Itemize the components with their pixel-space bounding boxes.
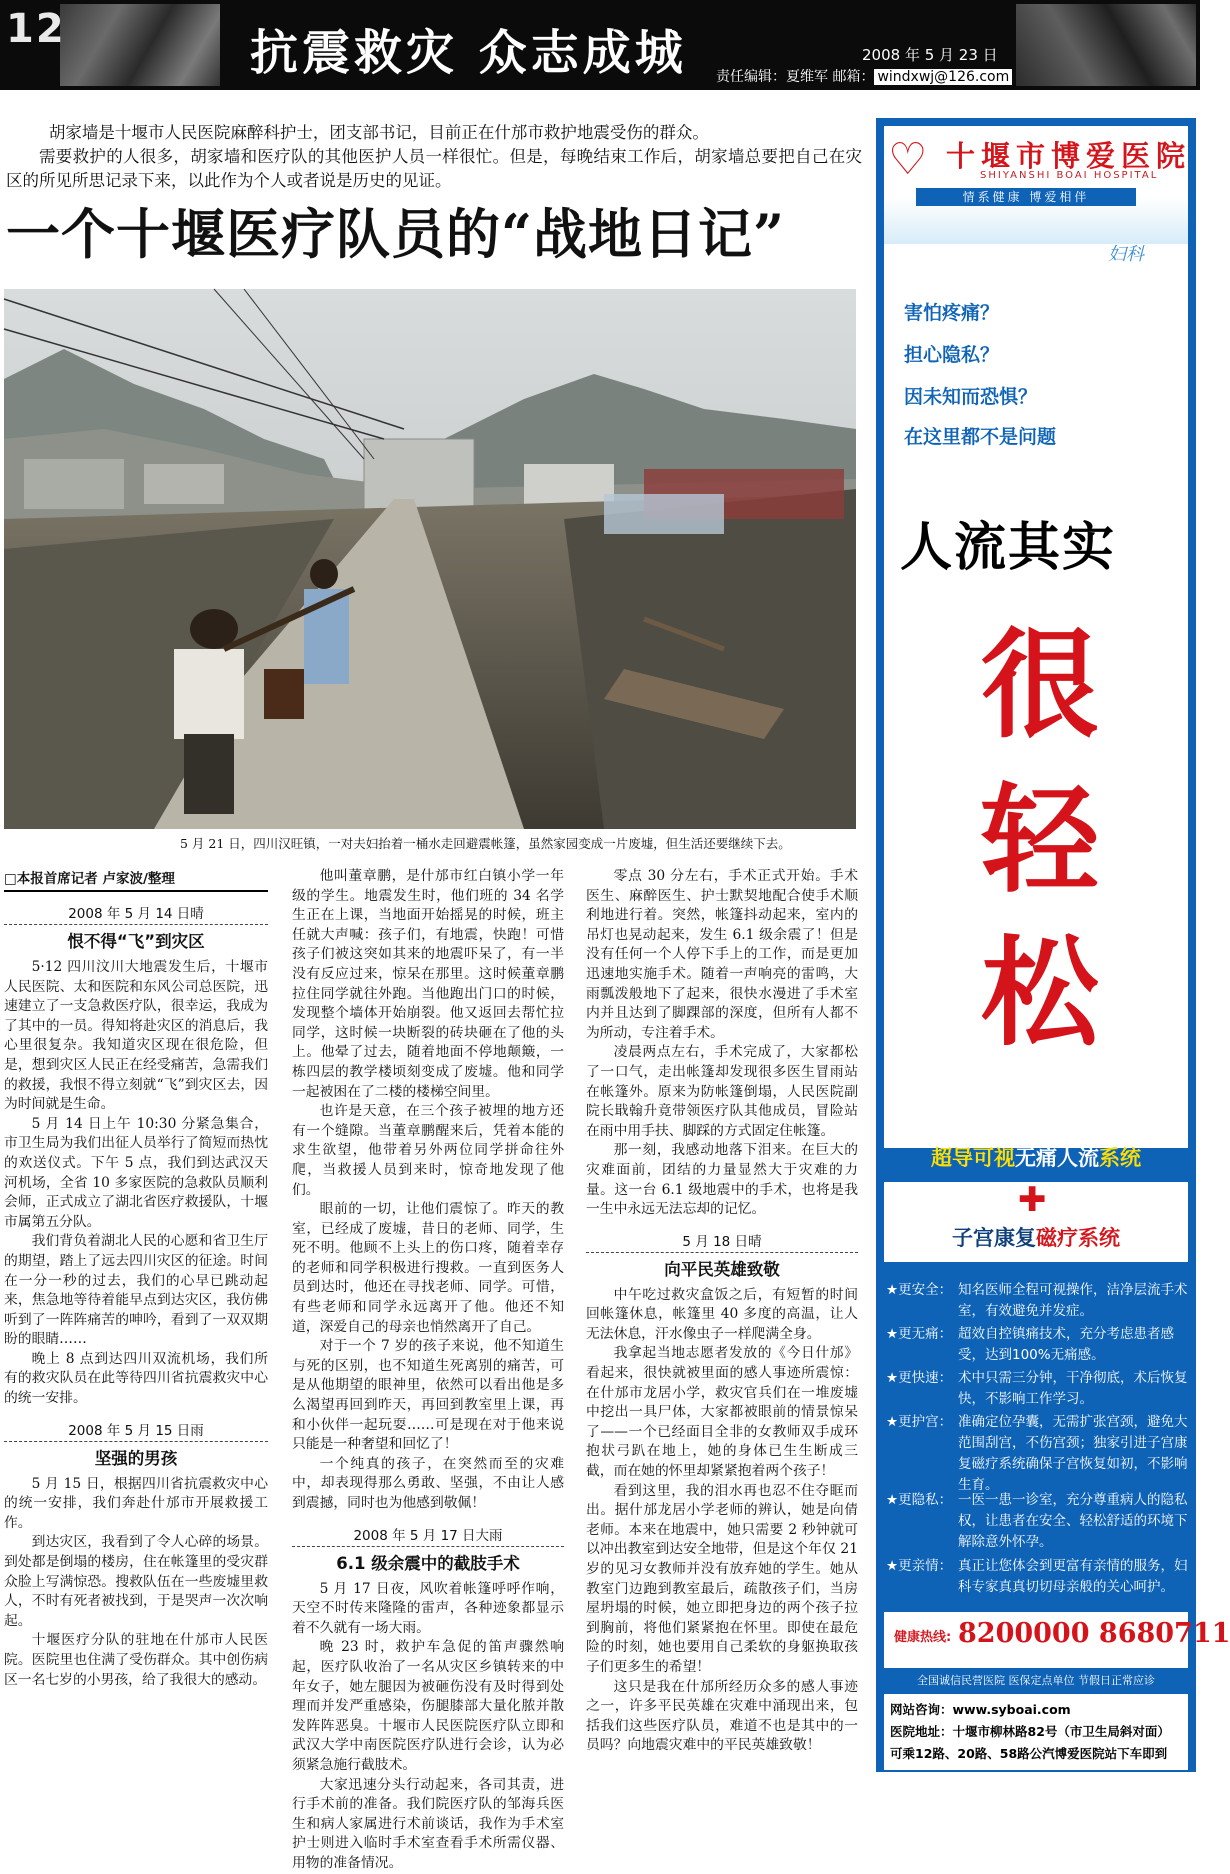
sys1-part-a: 超导可视 <box>931 1146 1015 1170</box>
feature-key: ★更护宫： <box>886 1414 953 1430</box>
ad-bus-info: 可乘12路、20路、58路公汽博爱医院站下车即到 <box>890 1746 1168 1761</box>
ad-system-2 <box>884 1222 1188 1252</box>
ad-big-char-2: 轻 <box>980 770 1099 909</box>
paragraph: 对于一个 7 岁的孩子来说，他不知道生与死的区别，也不知道生死离别的痛苦，可是从他期望的眼神里，依然可以看出他是多么渴望再回到昨天，再回到教室里上课，再和小伙伴一起玩耍……可是现在对于他来说只能是一种奢望和回忆了！ <box>292 1338 564 1453</box>
feature-text: 一医一患一诊室，充分尊重病人的隐私权，让患者在安全、轻松舒适的环境下解除意外怀孕。 <box>958 1492 1188 1550</box>
paragraph: 他叫董章鹏，是什邡市红白镇小学一年级的学生。地震发生时，他们班的 34 名学生正在上课，当地面开始摇晃的时候，班主任就大声喊：孩子们，有地震，快跑！可惜孩子们被这突如其来的地震吓呆了，有一半没有反应过来，惊呆在那里。这时候董章鹏拉住同学就往外跑。当他跑出门口的时候，发现整个墙体开始崩裂。他又返回去帮忙拉同学，这时候一块断裂的砖块砸在了他的头上。他晕了过去，随着地面不停地颠簸，一栋四层的教学楼顷刻变成了废墟。他和同学一起被困在了二楼的楼梯空间里。 <box>292 868 564 1100</box>
paragraph: 那一刻，我感动地落下泪来。在巨大的灾难面前，团结的力量显然大于灾难的力量。这一台 6.1 级地震中的手术，也将是我一生中永远无法忘却的记忆。 <box>586 1142 858 1218</box>
paragraph: 十堰医疗分队的驻地在什邡市人民医院。医院里也住满了受伤群众。其中创伤病区一名七岁的小男孩，给了我很大的感动。 <box>4 1632 268 1688</box>
diary-title-4: 向平民英雄致敬 <box>664 1259 780 1279</box>
diary-date-1: 2008 年 5 月 14 日晴 <box>4 902 268 925</box>
paragraph: 晚 23 时，救护车急促的笛声骤然响起，医疗队收治了一名从灾区乡镇转来的中年女子，她左腿因为被砸伤没有及时得到处理而并发严重感染，伤腿膝部大量化脓并散发阵阵恶臭。十堰市人民医院医疗队立即和武汉大学中南医院医疗队进行会诊，认为必须紧急施行截肢术。 <box>292 1639 564 1773</box>
paragraph: 5·12 四川汶川大地震发生后，十堰市人民医院、太和医院和东风公司总医院，迅速建立了一支急救医疗队，很幸运，我成为了其中的一员。得知将赴灾区的消息后，我心里很复杂。我知道灾区现在很危险，但是，想到灾区人民正在经受痛苦，急需我们的救援，我恨不得立刻就“飞”到灾区去，因为时间就是生命。 <box>4 959 268 1113</box>
ad-feature <box>886 1490 1188 1553</box>
paragraph: 5 月 17 日夜，风吹着帐篷呼呼作响，天空不时传来隆隆的雷声，各种迹象都显示着不久就有一场大雨。 <box>292 1580 564 1636</box>
feature-key: ★更安全： <box>886 1282 953 1298</box>
intro-paragraph-1: 胡家墙是十堰市人民医院麻醉科护士，团支部书记，目前正在什邡市救护地震受伤的群众。 <box>48 123 709 142</box>
paragraph: 眼前的一切，让他们震惊了。昨天的教室，已经成了废墟，昔日的老师、同学，生死不明。他顾不上头上的伤口疼，随着幸存的老师和同学积极进行搜救。一直到医务人员到达时，他还在寻找老师、同学。可惜，有些老师和同学永远离开了他。他还不知道，深爱自己的母亲也悄然离开了自己。 <box>292 1201 564 1335</box>
ad-feature <box>886 1556 1188 1598</box>
ad-feature <box>886 1280 1188 1322</box>
hotline-label: 健康热线: <box>894 1630 952 1645</box>
intro-block <box>6 121 862 193</box>
paragraph: 我拿起当地志愿者发放的《今日什邡》看起来，很快就被里面的感人事迹所震惊：在什邡市龙居小学，救灾官兵们在一堆废墟中挖出一具尸体，大家都被眼前的情景惊呆了——一个已经面目全非的女教师双手成环抱状弓趴在地上，她的身体已生生断成三截，而在她的怀里却紧紧抱着两个孩子！ <box>586 1345 858 1480</box>
paragraph: 也许是天意，在三个孩子被埋的地方还有一个缝隙。当董章鹏醒来后，凭着本能的求生欲望，他带着另外两位同学拼命往外爬，当救援人员到来时，惊奇地发现了他们。 <box>292 1103 564 1198</box>
hospital-english-name: SHIYANSHI BOAI HOSPITAL <box>980 170 1159 181</box>
feature-text: 超效自控镇痛技术，充分考虑患者感受，达到100%无痛感。 <box>958 1326 1174 1363</box>
feature-key: ★更亲情： <box>886 1558 953 1574</box>
issue-date: 2008 年 5 月 23 日 <box>862 46 998 64</box>
paragraph: 看到这里，我的泪水再也忍不住夺眶而出。据什邡龙居小学老师的辨认，她是向倩老师。本来在地震中，她只需要 2 秒钟就可以冲出教室到达安全地带，但是这个年仅 21 岁的见习女教师并没有放弃她的学生。她从教室门边跑到教室最后，疏散孩子们，当房屋坍塌的时候，她立即把身边的两个孩子拉到胸前，将他们紧紧抱在怀里。即使在最危险的时刻，她也要用自己柔软的身躯换取孩子们更多生的希望！ <box>586 1482 858 1675</box>
diary-title-3: 6.1 级余震中的截肢手术 <box>336 1553 520 1573</box>
editor-email-link[interactable]: windxwj@126.com <box>874 69 1012 85</box>
editor-line <box>716 66 1012 86</box>
hotline-numbers: 8200000 8680711 <box>958 1618 1230 1649</box>
feature-text: 知名医师全程可视操作，洁净层流手术室，有效避免并发症。 <box>958 1282 1188 1319</box>
masthead-photo-collage-right <box>1016 4 1196 86</box>
paragraph: 零点 30 分左右，手术正式开始。手术医生、麻醉医生、护士默契地配合使手术顺利地进行着。突然，帐篷抖动起来，室内的吊灯也晃动起来，发生 6.1 级余震了！但是没有任何一个人停下手上的工作，而是更加迅速地实施手术。随着一声响亮的雷鸣，大雨瓢泼般地下了起来，很快水漫进了手术室内并且达到了脚踝部的深度，但所有人都不为所动，专注着手术。 <box>586 868 858 1041</box>
paragraph: 凌晨两点左右，手术完成了，大家都松了一口气，走出帐篷却发现很多医生冒雨站在帐篷外。原来为防帐篷倒塌，人民医院副院长戢翰升竟带领医疗队其他成员，冒险站在雨中用手扶、脚踩的方式固定住帐篷。 <box>586 1044 858 1139</box>
article-headline: 一个十堰医疗队员的“战地日记” <box>6 202 786 266</box>
paragraph: 我们背负着湖北人民的心愿和省卫生厅的期望，踏上了远去四川灾区的征途。时间在一分一秒的过去，我们的心早已跳动起来，焦急地等待着能早点到达灾区，我仿佛听到了一阵阵痛苦的呻吟，看到了一双双期盼的眼睛…… <box>4 1233 268 1348</box>
ad-question-3: 因未知而恐惧？ <box>904 386 1038 408</box>
sys1-part-b: 无痛人流 <box>1015 1146 1099 1170</box>
article-column-1 <box>4 867 268 1690</box>
hospital-name: 十堰市博爱医院 <box>946 139 1192 173</box>
editor-label: 责任编辑：夏维军 邮箱： <box>716 69 875 85</box>
intro-paragraph-2: 需要救护的人很多，胡家墙和医疗队的其他医护人员一样很忙。但是，每晚结束工作后，胡家墙总要把自己在灾区的所见所思记录下来，以此作为个人或者说是历史的见证。 <box>6 147 862 190</box>
ad-big-line: 人流其实 <box>900 517 1117 578</box>
hotline-subtext: 全国诚信民营医院 医保定点单位 节假日正常应诊 <box>917 1674 1155 1687</box>
ad-system-1 <box>884 1142 1188 1172</box>
diary-title-1: 恨不得“飞”到灾区 <box>67 932 205 951</box>
department-label: 妇科 <box>1108 244 1144 265</box>
earthquake-photo-svg <box>4 289 856 829</box>
paragraph: 晚上 8 点到达四川双流机场，我们所有的救灾队员在此等待四川省抗震救灾中心的统一安排。 <box>4 1350 268 1407</box>
ad-big-char-1: 很 <box>980 615 1099 754</box>
sys2-part-b: 磁疗系统 <box>1036 1226 1120 1250</box>
ad-question-2: 担心隐私？ <box>904 344 1000 366</box>
page-number: 12 <box>6 6 66 52</box>
paragraph: 5 月 15 日，根据四川省抗震救灾中心的统一安排，我们奔赴什邡市开展救援工作。 <box>4 1475 268 1531</box>
ad-website[interactable]: 网站咨询：www.syboai.com <box>890 1702 1071 1717</box>
feature-key: ★更隐私： <box>886 1492 953 1508</box>
diary-date-4: 5 月 18 日晴 <box>586 1230 858 1253</box>
diary-title-2: 坚强的男孩 <box>94 1448 178 1468</box>
ad-feature <box>886 1324 1188 1366</box>
article-column-3 <box>586 867 858 1767</box>
paragraph: 大家迅速分头行动起来，各司其责，进行手术前的准备。我们院医疗队的邹海兵医生和病人家属进行术前谈话，我作为手术室护士则进入临时手术室查看手术所需仪器、用物的准备情况。 <box>292 1776 564 1871</box>
feature-text: 准确定位孕囊，无需扩张宫颈，避免大范围刮宫，不伤宫颈；独家引进子宫康复磁疗系统确保子宫恢复如初，不影响生育。 <box>958 1414 1188 1493</box>
ad-question-4: 在这里都不是问题 <box>904 426 1057 448</box>
paragraph: 到达灾区，我看到了令人心碎的场景。到处都是倒塌的楼房，住在帐篷里的受灾群众脸上写满惊恐。搜救队伍在一些废墟里救人，不时有死者被找到，于是哭声一次次响起。 <box>4 1534 268 1629</box>
paragraph: 这只是我在什邡所经历众多的感人事迹之一，许多平民英雄在灾难中涌现出来，包括我们这些医疗队员，难道不也是其中的一员吗？向地震灾难中的平民英雄致敬！ <box>586 1678 858 1754</box>
sys1-part-c: 系统 <box>1099 1146 1141 1170</box>
sys2-part-a: 子宫康复 <box>952 1226 1036 1250</box>
feature-key: ★更无痛： <box>886 1326 953 1342</box>
ad-question-1: 害怕疼痛？ <box>904 302 1000 324</box>
hospital-slogan: 情系健康 博爱相伴 <box>916 188 1136 206</box>
heart-logo-icon: ♡ <box>888 134 928 185</box>
feature-text: 术中只需三分钟，干净彻底，术后恢复快，不影响工作学习。 <box>958 1370 1188 1407</box>
diary-date-3: 2008 年 5 月 17 日大雨 <box>292 1524 564 1547</box>
feature-key: ★更快速： <box>886 1370 953 1386</box>
ad-big-char-3: 松 <box>980 923 1099 1062</box>
reporter-byline: □本报首席记者 卢家波/整理 <box>4 867 268 892</box>
photo-caption: 5 月 21 日，四川汉旺镇，一对夫妇抬着一桶水走回避震帐篷，虽然家园变成一片废墟，但生活还要继续下去。 <box>180 836 791 851</box>
ad-address: 医院地址：十堰市柳林路82号（市卫生局斜对面） <box>890 1724 1170 1739</box>
ad-feature <box>886 1368 1188 1410</box>
article-column-2 <box>292 867 564 1871</box>
paragraph: 中午吃过救灾盒饭之后，有短暂的时间回帐篷休息，帐篷里 40 多度的高温，让人无法休息，汗水像虫子一样爬满全身。 <box>586 1286 858 1342</box>
masthead-photo-collage-left <box>60 4 220 86</box>
paragraph: 一个纯真的孩子，在突然而至的灾难中，却表现得那么勇敢、坚强，不由让人感到震撼，同时也为他感到敬佩！ <box>292 1455 564 1511</box>
masthead-title: 抗震救灾 众志成城 <box>250 25 687 81</box>
plus-icon: ✚ <box>1018 1180 1047 1220</box>
ad-feature <box>886 1412 1188 1496</box>
feature-text: 真正让您体会到更富有亲情的服务，妇科专家真真切切母亲般的关心呵护。 <box>958 1558 1188 1595</box>
diary-date-2: 2008 年 5 月 15 日雨 <box>4 1419 268 1442</box>
paragraph: 5 月 14 日上午 10:30 分紧急集合，市卫生局为我们出征人员举行了简短而热忱的欢送仪式。下午 5 点，我们到达武汉天河机场，全省 10 多家医院的急救队员顺利会师，正式成立了湖北省医疗救援队，十堰市属第五分队。 <box>4 1115 268 1230</box>
earthquake-photo <box>4 289 856 829</box>
